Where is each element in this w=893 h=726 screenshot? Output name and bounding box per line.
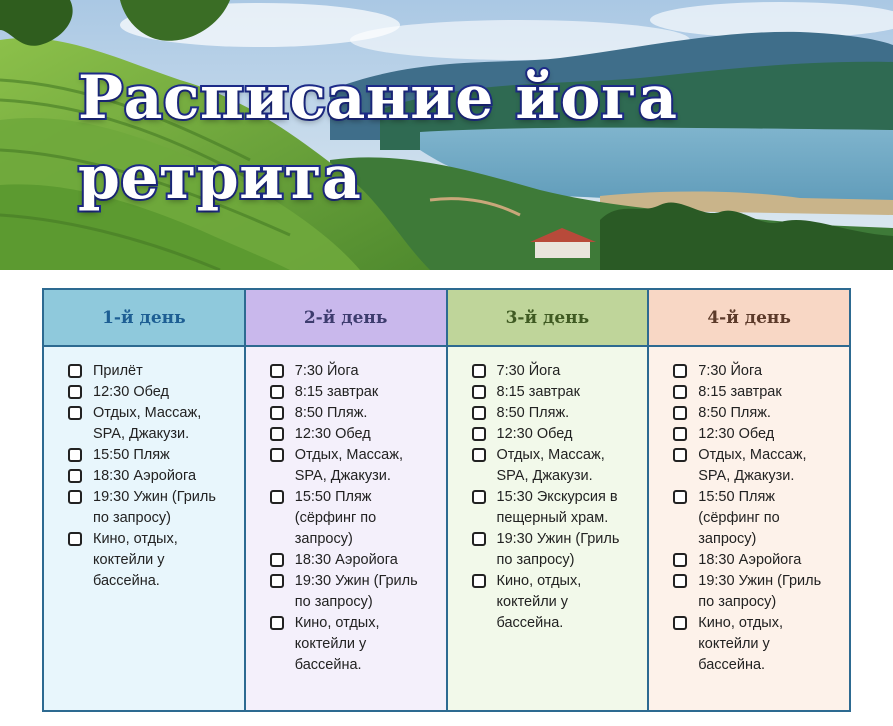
item-text: Кино, отдых, коктейли у бассейна.	[93, 531, 178, 589]
list-item	[270, 487, 430, 550]
item-text: Прилёт	[93, 363, 143, 379]
item-text: Отдых, Массаж, SPA, Джакузи.	[294, 447, 403, 484]
item-text: 8:50 Пляж.	[294, 405, 368, 421]
item-text: 18:30 Аэройога	[294, 552, 398, 568]
checkbox[interactable]	[270, 385, 284, 399]
list-item	[472, 487, 632, 529]
list-item	[270, 613, 430, 676]
item-text: 7:30 Йога	[294, 363, 359, 379]
item-text: 8:15 завтрак	[294, 384, 379, 400]
checkbox[interactable]	[472, 427, 486, 441]
list-item	[673, 571, 833, 613]
item-text: 19:30 Ужин (Гриль по запросу)	[496, 531, 620, 568]
checkbox[interactable]	[68, 469, 82, 483]
list-item	[68, 487, 228, 529]
checkbox[interactable]	[68, 448, 82, 462]
day-column-2	[246, 290, 448, 710]
day-body-2	[246, 347, 446, 710]
item-text: 19:30 Ужин (Гриль по запросу)	[294, 573, 418, 610]
list-item	[472, 403, 632, 424]
list-item	[472, 529, 632, 571]
list-item	[673, 550, 833, 571]
item-text: 12:30 Обед	[93, 384, 169, 400]
item-text: 15:50 Пляж	[93, 447, 170, 463]
item-text: Отдых, Массаж, SPA, Джакузи.	[93, 405, 202, 442]
day-header-4: 4-й день	[649, 290, 849, 347]
list-item	[673, 403, 833, 424]
checkbox[interactable]	[673, 385, 687, 399]
schedule-table	[42, 288, 851, 712]
checklist	[673, 361, 833, 676]
checklist	[270, 361, 430, 676]
day-header-3: 3-й день	[448, 290, 648, 347]
day-body-4	[649, 347, 849, 710]
checkbox[interactable]	[270, 406, 284, 420]
list-item	[472, 445, 632, 487]
item-text: 8:50 Пляж.	[698, 405, 771, 421]
checkbox[interactable]	[270, 427, 284, 441]
item-text: Кино, отдых, коктейли у бассейна.	[698, 615, 783, 673]
item-text: 8:50 Пляж.	[496, 405, 570, 421]
item-text: 15:50 Пляж (сёрфинг по запросу)	[698, 489, 780, 547]
list-item	[673, 382, 833, 403]
list-item	[270, 361, 430, 382]
checkbox[interactable]	[68, 364, 82, 378]
list-item	[472, 382, 632, 403]
checkbox[interactable]	[673, 427, 687, 441]
checkbox[interactable]	[68, 385, 82, 399]
checkbox[interactable]	[472, 385, 486, 399]
checkbox[interactable]	[673, 553, 687, 567]
checkbox[interactable]	[673, 616, 687, 630]
item-text: 15:50 Пляж (сёрфинг по запросу)	[294, 489, 377, 547]
header-banner	[0, 0, 893, 270]
list-item	[472, 424, 632, 445]
list-item	[472, 571, 632, 634]
list-item	[472, 361, 632, 382]
checkbox[interactable]	[472, 574, 486, 588]
list-item	[68, 403, 228, 445]
item-text: 19:30 Ужин (Гриль по запросу)	[93, 489, 216, 526]
page-title: Расписание йога ретрита	[78, 63, 678, 213]
checkbox[interactable]	[472, 406, 486, 420]
day-body-1	[44, 347, 244, 710]
checkbox[interactable]	[270, 616, 284, 630]
item-text: 8:15 завтрак	[698, 384, 782, 400]
checkbox[interactable]	[673, 490, 687, 504]
day-column-3	[448, 290, 650, 710]
list-item	[673, 424, 833, 445]
list-item	[68, 382, 228, 403]
checkbox[interactable]	[472, 532, 486, 546]
checklist	[472, 361, 632, 634]
checkbox[interactable]	[472, 490, 486, 504]
checkbox[interactable]	[472, 448, 486, 462]
list-item	[68, 445, 228, 466]
item-text: 7:30 Йога	[698, 363, 763, 379]
item-text: 15:30 Экскурсия в пещерный храм.	[496, 489, 618, 526]
item-text: 12:30 Обед	[294, 426, 371, 442]
list-item	[270, 382, 430, 403]
checkbox[interactable]	[270, 553, 284, 567]
item-text: 18:30 Аэройога	[698, 552, 802, 568]
item-text: 18:30 Аэройога	[93, 468, 197, 484]
checkbox[interactable]	[472, 364, 486, 378]
checkbox[interactable]	[270, 574, 284, 588]
list-item	[270, 550, 430, 571]
list-item	[68, 361, 228, 382]
day-header-2: 2-й день	[246, 290, 446, 347]
item-text: Отдых, Массаж, SPA, Джакузи.	[496, 447, 605, 484]
list-item	[68, 529, 228, 592]
list-item	[270, 424, 430, 445]
checkbox[interactable]	[270, 448, 284, 462]
list-item	[270, 403, 430, 424]
checkbox[interactable]	[68, 406, 82, 420]
checkbox[interactable]	[270, 364, 284, 378]
list-item	[68, 466, 228, 487]
checklist	[68, 361, 228, 592]
day-body-3	[448, 347, 648, 710]
checkbox[interactable]	[673, 448, 687, 462]
item-text: Отдых, Массаж, SPA, Джакузи.	[698, 447, 807, 484]
item-text: 8:15 завтрак	[496, 384, 580, 400]
list-item	[270, 571, 430, 613]
checkbox[interactable]	[673, 406, 687, 420]
checkbox[interactable]	[673, 574, 687, 588]
item-text: Кино, отдых, коктейли у бассейна.	[294, 615, 380, 673]
list-item	[673, 487, 833, 550]
item-text: 12:30 Обед	[698, 426, 775, 442]
checkbox[interactable]	[673, 364, 687, 378]
checkbox[interactable]	[68, 532, 82, 546]
item-text: 19:30 Ужин (Гриль по запросу)	[698, 573, 822, 610]
list-item	[270, 445, 430, 487]
list-item	[673, 445, 833, 487]
day-header-1: 1-й день	[44, 290, 244, 347]
list-item	[673, 361, 833, 382]
item-text: Кино, отдых, коктейли у бассейна.	[496, 573, 582, 631]
day-column-4	[649, 290, 849, 710]
checkbox[interactable]	[270, 490, 284, 504]
checkbox[interactable]	[68, 490, 82, 504]
item-text: 12:30 Обед	[496, 426, 573, 442]
day-column-1	[44, 290, 246, 710]
list-item	[673, 613, 833, 676]
item-text: 7:30 Йога	[496, 363, 561, 379]
